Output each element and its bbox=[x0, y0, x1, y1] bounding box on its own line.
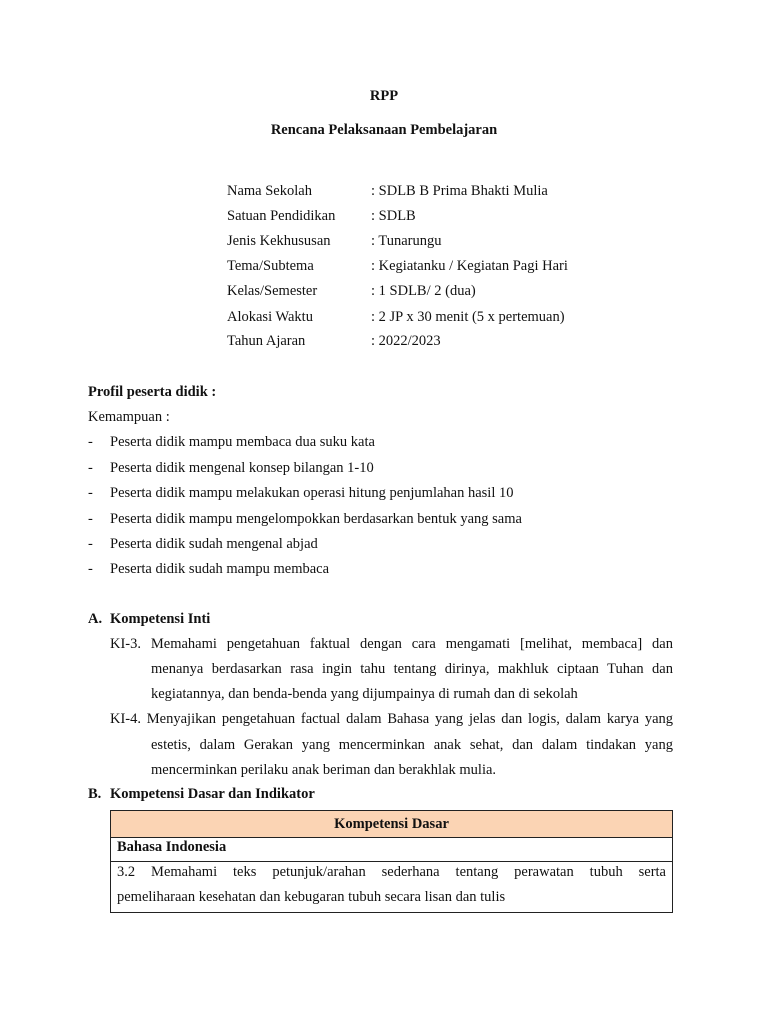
ki3-line-2: menanya berdasarkan rasa ingin tahu tentang dirinya, makhluk ciptaan Tuhan dan bbox=[151, 661, 673, 677]
info-label-tahun-ajaran: Tahun Ajaran bbox=[227, 333, 306, 349]
info-value-alokasi-waktu: : 2 JP x 30 menit (5 x pertemuan) bbox=[371, 309, 565, 325]
info-label-nama-sekolah: Nama Sekolah bbox=[227, 183, 312, 199]
section-b-letter: B. bbox=[88, 786, 102, 802]
info-value-tema-subtema: : Kegiatanku / Kegiatan Pagi Hari bbox=[371, 258, 568, 274]
subject-label: Bahasa Indonesia bbox=[117, 839, 227, 855]
info-label-tema-subtema: Tema/Subtema bbox=[227, 258, 314, 274]
kd-text-line-1: 3.2 Memahami teks petunjuk/arahan sederhana tentang perawatan tubuh serta bbox=[117, 864, 666, 880]
profil-heading: Profil peserta didik : bbox=[88, 384, 217, 400]
section-b-heading: Kompetensi Dasar dan Indikator bbox=[110, 786, 315, 802]
ki3-line-3: kegiatannya, dan benda-benda yang dijumpainya di rumah dan di sekolah bbox=[151, 686, 578, 702]
section-a-letter: A. bbox=[88, 611, 103, 627]
list-item: Peserta didik sudah mengenal abjad bbox=[110, 536, 318, 552]
info-value-tahun-ajaran: : 2022/2023 bbox=[371, 333, 441, 349]
ki4-line-2: estetis, dalam Gerakan yang mencerminkan anak sehat, dan dalam tindakan yang bbox=[151, 737, 673, 753]
table-header: Kompetensi Dasar bbox=[111, 811, 672, 838]
info-label-jenis-kekhususan: Jenis Kekhususan bbox=[227, 233, 331, 249]
info-label-alokasi-waktu: Alokasi Waktu bbox=[227, 309, 313, 325]
list-bullet: - bbox=[88, 460, 93, 476]
info-value-nama-sekolah: : SDLB B Prima Bhakti Mulia bbox=[371, 183, 548, 199]
kompetensi-dasar-table bbox=[110, 810, 673, 913]
info-label-satuan-pendidikan: Satuan Pendidikan bbox=[227, 208, 336, 224]
table-divider bbox=[111, 861, 672, 862]
list-item: Peserta didik mengenal konsep bilangan 1-10 bbox=[110, 460, 374, 476]
list-bullet: - bbox=[88, 434, 93, 450]
list-bullet: - bbox=[88, 485, 93, 501]
list-item: Peserta didik mampu mengelompokkan berdasarkan bentuk yang sama bbox=[110, 511, 522, 527]
list-item: Peserta didik mampu membaca dua suku kata bbox=[110, 434, 375, 450]
page-title: RPP bbox=[369, 88, 399, 104]
ki4-line-3: mencerminkan perilaku anak beriman dan berakhlak mulia. bbox=[151, 762, 497, 778]
list-item: Peserta didik sudah mampu membaca bbox=[110, 561, 330, 577]
list-bullet: - bbox=[88, 561, 93, 577]
info-value-kelas-semester: : 1 SDLB/ 2 (dua) bbox=[371, 283, 476, 299]
info-value-jenis-kekhususan: : Tunarungu bbox=[371, 233, 442, 249]
info-value-satuan-pendidikan: : SDLB bbox=[371, 208, 416, 224]
kd-text-line-2: pemeliharaan kesehatan dan kebugaran tubuh secara lisan dan tulis bbox=[117, 889, 506, 905]
info-label-kelas-semester: Kelas/Semester bbox=[227, 283, 318, 299]
list-item: Peserta didik mampu melakukan operasi hitung penjumlahan hasil 10 bbox=[110, 485, 514, 501]
section-a-heading: Kompetensi Inti bbox=[110, 611, 211, 627]
list-bullet: - bbox=[88, 511, 93, 527]
kemampuan-label: Kemampuan : bbox=[88, 409, 170, 425]
ki4-line-1: KI-4. Menyajikan pengetahuan factual dalam Bahasa yang jelas dan logis, dalam karya yang bbox=[110, 711, 673, 727]
ki3-line-1: KI-3. Memahami pengetahuan faktual dengan cara mengamati [melihat, membaca] dan bbox=[110, 636, 673, 652]
list-bullet: - bbox=[88, 536, 93, 552]
page-subtitle: Rencana Pelaksanaan Pembelajaran bbox=[270, 122, 498, 138]
